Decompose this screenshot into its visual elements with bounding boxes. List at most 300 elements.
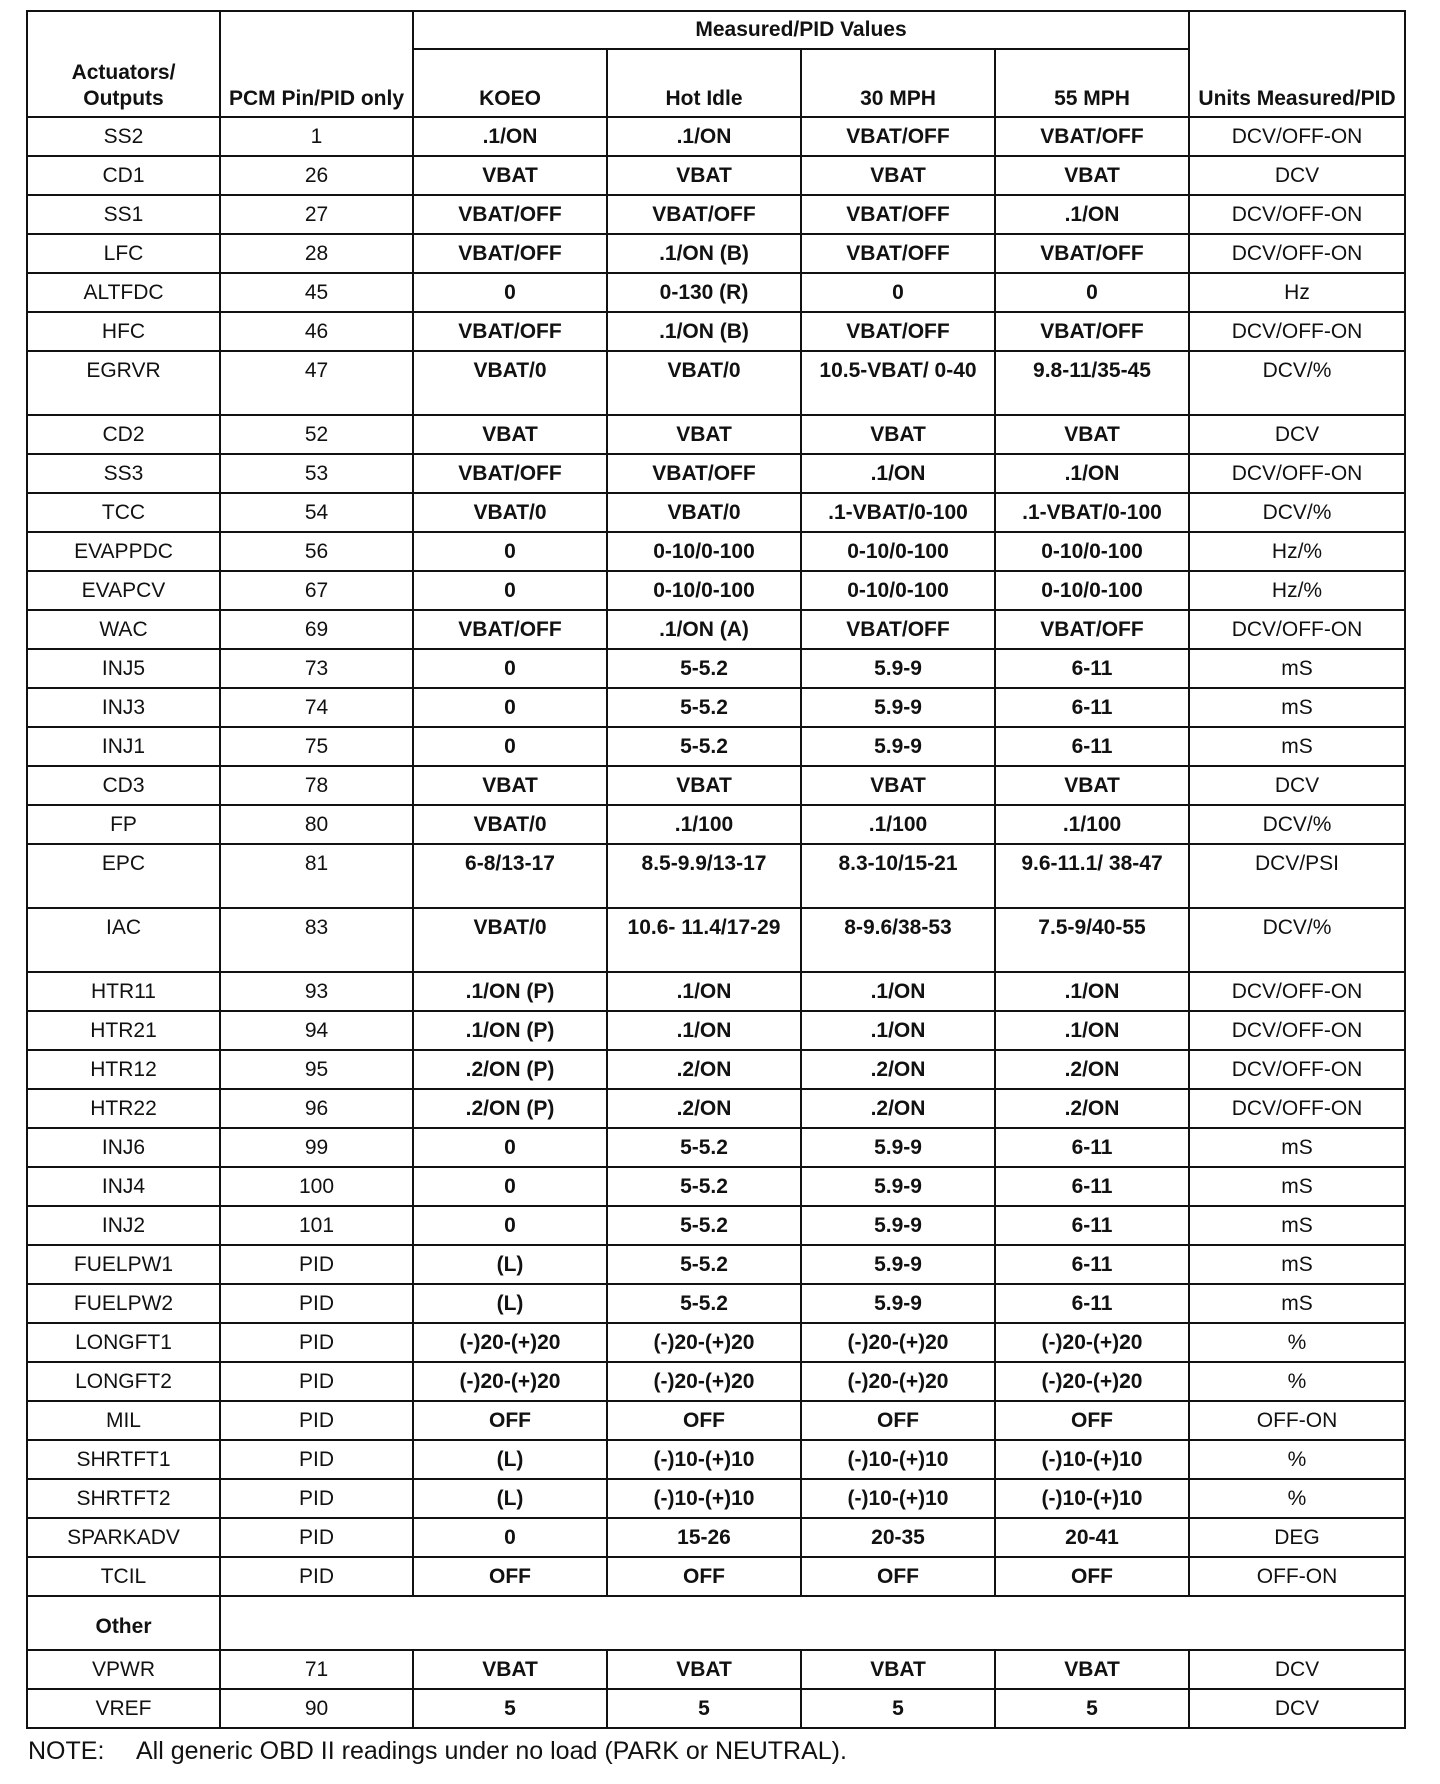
actuator-cell: LONGFT2 [27,1362,220,1401]
55-mph-cell: (-)10-(+)10 [995,1479,1189,1518]
30-mph-cell: .1-VBAT/0-100 [801,493,995,532]
actuator-cell: SS2 [27,117,220,156]
koeo-cell: VBAT [413,1650,607,1689]
actuator-cell: VREF [27,1689,220,1728]
30-mph-cell: 5.9-9 [801,649,995,688]
units-cell: DCV/OFF-ON [1189,1011,1405,1050]
hot-idle-cell: 0-10/0-100 [607,532,801,571]
30-mph-cell: .2/ON [801,1050,995,1089]
footnote [28,1737,847,1766]
units-cell: Hz/% [1189,532,1405,571]
pin-cell: 27 [220,195,413,234]
table-row [27,415,1405,454]
actuator-cell: EVAPPDC [27,532,220,571]
55-mph-cell: OFF [995,1401,1189,1440]
actuator-cell: EPC [27,844,220,908]
30-mph-cell: VBAT/OFF [801,312,995,351]
table-row [27,1089,1405,1128]
hot-idle-cell: VBAT [607,766,801,805]
table-row [27,312,1405,351]
table-row [27,1245,1405,1284]
koeo-cell: (-)20-(+)20 [413,1362,607,1401]
table-row [27,1401,1405,1440]
koeo-cell: VBAT/0 [413,908,607,972]
actuator-cell: FUELPW1 [27,1245,220,1284]
actuator-cell: HTR12 [27,1050,220,1089]
30-mph-cell: 5.9-9 [801,1128,995,1167]
55-mph-cell: VBAT [995,1650,1189,1689]
hot-idle-cell: 5-5.2 [607,1245,801,1284]
table-row [27,1479,1405,1518]
55-mph-cell: 0 [995,273,1189,312]
30-mph-cell: VBAT [801,415,995,454]
55-mph-cell: OFF [995,1557,1189,1596]
units-cell: % [1189,1440,1405,1479]
hot-idle-cell: OFF [607,1557,801,1596]
koeo-cell: 0 [413,649,607,688]
table-row [27,688,1405,727]
table-body [27,117,1405,1596]
actuator-cell: HTR11 [27,972,220,1011]
units-cell: DCV/OFF-ON [1189,195,1405,234]
30-mph-cell: (-)20-(+)20 [801,1362,995,1401]
units-cell: DCV [1189,766,1405,805]
pin-cell: PID [220,1245,413,1284]
55-mph-cell: .2/ON [995,1050,1189,1089]
table-row [27,766,1405,805]
pin-cell: PID [220,1284,413,1323]
pin-cell: 71 [220,1650,413,1689]
koeo-cell: .1/ON (P) [413,972,607,1011]
hot-idle-cell: 5-5.2 [607,1206,801,1245]
header-30-mph: 30 MPH [801,49,995,117]
hot-idle-cell: 5-5.2 [607,649,801,688]
table-row [27,1206,1405,1245]
koeo-cell: VBAT/OFF [413,454,607,493]
55-mph-cell: 20-41 [995,1518,1189,1557]
hot-idle-cell: 5-5.2 [607,1167,801,1206]
units-cell: OFF-ON [1189,1557,1405,1596]
koeo-cell: VBAT [413,415,607,454]
table-row [27,234,1405,273]
table-row [27,156,1405,195]
pin-cell: 45 [220,273,413,312]
koeo-cell: 0 [413,532,607,571]
55-mph-cell: 6-11 [995,1245,1189,1284]
koeo-cell: VBAT [413,766,607,805]
table-row [27,493,1405,532]
pin-cell: 81 [220,844,413,908]
pin-cell: 74 [220,688,413,727]
pin-cell: 52 [220,415,413,454]
30-mph-cell: 20-35 [801,1518,995,1557]
units-cell: % [1189,1479,1405,1518]
table-row [27,1440,1405,1479]
header-hot-idle: Hot Idle [607,49,801,117]
units-cell: DCV/% [1189,493,1405,532]
30-mph-cell: 5.9-9 [801,688,995,727]
hot-idle-cell: VBAT/OFF [607,195,801,234]
hot-idle-cell: 0-130 (R) [607,273,801,312]
pin-cell: 78 [220,766,413,805]
30-mph-cell: VBAT/OFF [801,195,995,234]
pin-cell: 54 [220,493,413,532]
actuator-cell: HTR21 [27,1011,220,1050]
table-row [27,1050,1405,1089]
koeo-cell: 0 [413,1518,607,1557]
actuator-cell: HFC [27,312,220,351]
55-mph-cell: 5 [995,1689,1189,1728]
koeo-cell: VBAT/OFF [413,234,607,273]
55-mph-cell: 9.8-11/35-45 [995,351,1189,415]
table-row [27,351,1405,415]
pin-cell: PID [220,1362,413,1401]
hot-idle-cell: .1/ON [607,972,801,1011]
table-row [27,649,1405,688]
30-mph-cell: 5.9-9 [801,1167,995,1206]
hot-idle-cell: 5-5.2 [607,727,801,766]
header-actuators: Actuators/ Outputs [27,11,220,117]
30-mph-cell: .2/ON [801,1089,995,1128]
pin-cell: 96 [220,1089,413,1128]
hot-idle-cell: VBAT [607,156,801,195]
koeo-cell: 0 [413,1206,607,1245]
55-mph-cell: 6-11 [995,1167,1189,1206]
units-cell: DCV/OFF-ON [1189,610,1405,649]
table-row [27,610,1405,649]
table-row [27,844,1405,908]
actuator-cell: MIL [27,1401,220,1440]
other-blank-cell [220,1596,1405,1650]
table-row [27,1167,1405,1206]
30-mph-cell: VBAT/OFF [801,610,995,649]
units-cell: DCV/% [1189,805,1405,844]
pin-cell: 53 [220,454,413,493]
hot-idle-cell: 0-10/0-100 [607,571,801,610]
55-mph-cell: .1/ON [995,972,1189,1011]
30-mph-cell: 10.5-VBAT/ 0-40 [801,351,995,415]
actuator-cell: SPARKADV [27,1518,220,1557]
other-section-header [27,1596,1405,1650]
hot-idle-cell: (-)20-(+)20 [607,1362,801,1401]
actuator-cell: INJ5 [27,649,220,688]
pin-cell: 75 [220,727,413,766]
55-mph-cell: 6-11 [995,1206,1189,1245]
units-cell: mS [1189,1206,1405,1245]
30-mph-cell: .1/ON [801,454,995,493]
actuator-cell: SS1 [27,195,220,234]
hot-idle-cell: .1/ON [607,1011,801,1050]
units-cell: mS [1189,727,1405,766]
table-row [27,1650,1405,1689]
30-mph-cell: 5.9-9 [801,1284,995,1323]
55-mph-cell: .1-VBAT/0-100 [995,493,1189,532]
actuator-cell: LONGFT1 [27,1323,220,1362]
30-mph-cell: VBAT/OFF [801,234,995,273]
koeo-cell: OFF [413,1557,607,1596]
30-mph-cell: OFF [801,1401,995,1440]
pin-cell: 99 [220,1128,413,1167]
pin-cell: 94 [220,1011,413,1050]
koeo-cell: OFF [413,1401,607,1440]
table-row [27,1557,1405,1596]
pin-cell: 69 [220,610,413,649]
pin-cell: 93 [220,972,413,1011]
30-mph-cell: .1/ON [801,1011,995,1050]
pin-cell: 95 [220,1050,413,1089]
units-cell: mS [1189,1245,1405,1284]
30-mph-cell: 5.9-9 [801,1206,995,1245]
table-row [27,805,1405,844]
pin-cell: PID [220,1323,413,1362]
30-mph-cell: VBAT/OFF [801,117,995,156]
pin-cell: 26 [220,156,413,195]
actuator-cell: EVAPCV [27,571,220,610]
hot-idle-cell: 5-5.2 [607,688,801,727]
hot-idle-cell: (-)10-(+)10 [607,1479,801,1518]
pin-cell: 1 [220,117,413,156]
units-cell: DCV [1189,156,1405,195]
actuator-cell: WAC [27,610,220,649]
koeo-cell: 0 [413,1128,607,1167]
koeo-cell: VBAT/OFF [413,195,607,234]
hot-idle-cell: .2/ON [607,1050,801,1089]
hot-idle-cell: VBAT [607,1650,801,1689]
30-mph-cell: 5.9-9 [801,1245,995,1284]
actuator-cell: INJ6 [27,1128,220,1167]
units-cell: DCV/OFF-ON [1189,1050,1405,1089]
55-mph-cell: (-)20-(+)20 [995,1323,1189,1362]
koeo-cell: 0 [413,571,607,610]
header-koeo: KOEO [413,49,607,117]
hot-idle-cell: OFF [607,1401,801,1440]
table-row [27,1128,1405,1167]
actuator-cell: INJ3 [27,688,220,727]
units-cell: DCV/% [1189,908,1405,972]
actuator-cell: TCIL [27,1557,220,1596]
other-label: Other [27,1596,220,1650]
55-mph-cell: .1/ON [995,195,1189,234]
30-mph-cell: .1/100 [801,805,995,844]
koeo-cell: VBAT/0 [413,805,607,844]
55-mph-cell: 0-10/0-100 [995,532,1189,571]
30-mph-cell: VBAT [801,156,995,195]
units-cell: DCV [1189,1689,1405,1728]
55-mph-cell: 6-11 [995,727,1189,766]
actuator-cell: CD3 [27,766,220,805]
actuator-cell: SS3 [27,454,220,493]
koeo-cell: (L) [413,1440,607,1479]
55-mph-cell: 6-11 [995,1128,1189,1167]
table-row [27,117,1405,156]
actuator-cell: TCC [27,493,220,532]
units-cell: DCV/OFF-ON [1189,972,1405,1011]
55-mph-cell: 6-11 [995,649,1189,688]
koeo-cell: (L) [413,1245,607,1284]
hot-idle-cell: .1/ON [607,117,801,156]
koeo-cell: 0 [413,727,607,766]
30-mph-cell: (-)10-(+)10 [801,1479,995,1518]
koeo-cell: .2/ON (P) [413,1089,607,1128]
hot-idle-cell: (-)20-(+)20 [607,1323,801,1362]
actuator-cell: SHRTFT1 [27,1440,220,1479]
units-cell: mS [1189,1128,1405,1167]
actuator-cell: EGRVR [27,351,220,415]
units-cell: OFF-ON [1189,1401,1405,1440]
actuator-cell: VPWR [27,1650,220,1689]
hot-idle-cell: VBAT/OFF [607,454,801,493]
actuator-cell: CD2 [27,415,220,454]
koeo-cell: (-)20-(+)20 [413,1323,607,1362]
30-mph-cell: 8-9.6/38-53 [801,908,995,972]
table-row [27,454,1405,493]
units-cell: DCV/OFF-ON [1189,117,1405,156]
55-mph-cell: VBAT [995,766,1189,805]
30-mph-cell: (-)10-(+)10 [801,1440,995,1479]
table-row [27,1011,1405,1050]
hot-idle-cell: .1/100 [607,805,801,844]
units-cell: % [1189,1362,1405,1401]
hot-idle-cell: 10.6- 11.4/17-29 [607,908,801,972]
units-cell: DCV/OFF-ON [1189,234,1405,273]
koeo-cell: 0 [413,1167,607,1206]
table-row [27,1518,1405,1557]
table-row [27,727,1405,766]
hot-idle-cell: .1/ON (A) [607,610,801,649]
header-pcm-pin: PCM Pin/PID only [220,11,413,117]
header-units: Units Measured/PID [1189,11,1405,117]
table-row [27,1689,1405,1728]
units-cell: DEG [1189,1518,1405,1557]
30-mph-cell: 0-10/0-100 [801,532,995,571]
pcm-values-table [26,10,1406,1729]
koeo-cell: VBAT/OFF [413,610,607,649]
hot-idle-cell: 8.5-9.9/13-17 [607,844,801,908]
koeo-cell: VBAT/0 [413,351,607,415]
55-mph-cell: (-)20-(+)20 [995,1362,1189,1401]
55-mph-cell: VBAT/OFF [995,117,1189,156]
units-cell: DCV/OFF-ON [1189,1089,1405,1128]
actuator-cell: CD1 [27,156,220,195]
units-cell: Hz [1189,273,1405,312]
30-mph-cell: OFF [801,1557,995,1596]
55-mph-cell: .1/ON [995,1011,1189,1050]
55-mph-cell: .2/ON [995,1089,1189,1128]
hot-idle-cell: VBAT/0 [607,493,801,532]
table-row [27,195,1405,234]
hot-idle-cell: 5-5.2 [607,1128,801,1167]
units-cell: DCV/OFF-ON [1189,312,1405,351]
hot-idle-cell: .2/ON [607,1089,801,1128]
actuator-cell: INJ4 [27,1167,220,1206]
pin-cell: 67 [220,571,413,610]
koeo-cell: 6-8/13-17 [413,844,607,908]
koeo-cell: (L) [413,1479,607,1518]
30-mph-cell: .1/ON [801,972,995,1011]
units-cell: DCV [1189,1650,1405,1689]
pin-cell: 56 [220,532,413,571]
koeo-cell: .1/ON (P) [413,1011,607,1050]
header-measured-pid-values: Measured/PID Values [413,11,1189,49]
table-row [27,1362,1405,1401]
pin-cell: 47 [220,351,413,415]
55-mph-cell: VBAT/OFF [995,312,1189,351]
30-mph-cell: 8.3-10/15-21 [801,844,995,908]
55-mph-cell: 0-10/0-100 [995,571,1189,610]
koeo-cell: .1/ON [413,117,607,156]
koeo-cell: 5 [413,1689,607,1728]
55-mph-cell: 7.5-9/40-55 [995,908,1189,972]
actuator-cell: FP [27,805,220,844]
pin-cell: 80 [220,805,413,844]
30-mph-cell: 5.9-9 [801,727,995,766]
30-mph-cell: VBAT [801,1650,995,1689]
table-row [27,1284,1405,1323]
pin-cell: 101 [220,1206,413,1245]
units-cell: DCV/OFF-ON [1189,454,1405,493]
table-row [27,273,1405,312]
hot-idle-cell: (-)10-(+)10 [607,1440,801,1479]
header-55-mph: 55 MPH [995,49,1189,117]
other-section [27,1596,1405,1728]
pin-cell: PID [220,1401,413,1440]
pin-cell: 46 [220,312,413,351]
note-label: NOTE: [28,1737,105,1765]
units-cell: mS [1189,1167,1405,1206]
pin-cell: 73 [220,649,413,688]
units-cell: mS [1189,649,1405,688]
units-cell: DCV/PSI [1189,844,1405,908]
table-row [27,908,1405,972]
pin-cell: 90 [220,1689,413,1728]
actuator-cell: FUELPW2 [27,1284,220,1323]
30-mph-cell: 0 [801,273,995,312]
koeo-cell: 0 [413,273,607,312]
koeo-cell: .2/ON (P) [413,1050,607,1089]
30-mph-cell: VBAT [801,766,995,805]
30-mph-cell: 5 [801,1689,995,1728]
55-mph-cell: 6-11 [995,1284,1189,1323]
koeo-cell: 0 [413,688,607,727]
units-cell: DCV/% [1189,351,1405,415]
55-mph-cell: VBAT [995,156,1189,195]
hot-idle-cell: .1/ON (B) [607,234,801,273]
actuator-cell: ALTFDC [27,273,220,312]
hot-idle-cell: .1/ON (B) [607,312,801,351]
pin-cell: PID [220,1479,413,1518]
table-row [27,571,1405,610]
30-mph-cell: 0-10/0-100 [801,571,995,610]
55-mph-cell: 9.6-11.1/ 38-47 [995,844,1189,908]
koeo-cell: VBAT/0 [413,493,607,532]
pin-cell: 83 [220,908,413,972]
actuator-cell: INJ1 [27,727,220,766]
pin-cell: PID [220,1518,413,1557]
pin-cell: PID [220,1440,413,1479]
55-mph-cell: .1/ON [995,454,1189,493]
koeo-cell: (L) [413,1284,607,1323]
hot-idle-cell: 5 [607,1689,801,1728]
table-row [27,1323,1405,1362]
units-cell: DCV [1189,415,1405,454]
units-cell: % [1189,1323,1405,1362]
units-cell: mS [1189,688,1405,727]
koeo-cell: VBAT [413,156,607,195]
hot-idle-cell: 5-5.2 [607,1284,801,1323]
table-row [27,532,1405,571]
actuator-cell: LFC [27,234,220,273]
units-cell: mS [1189,1284,1405,1323]
